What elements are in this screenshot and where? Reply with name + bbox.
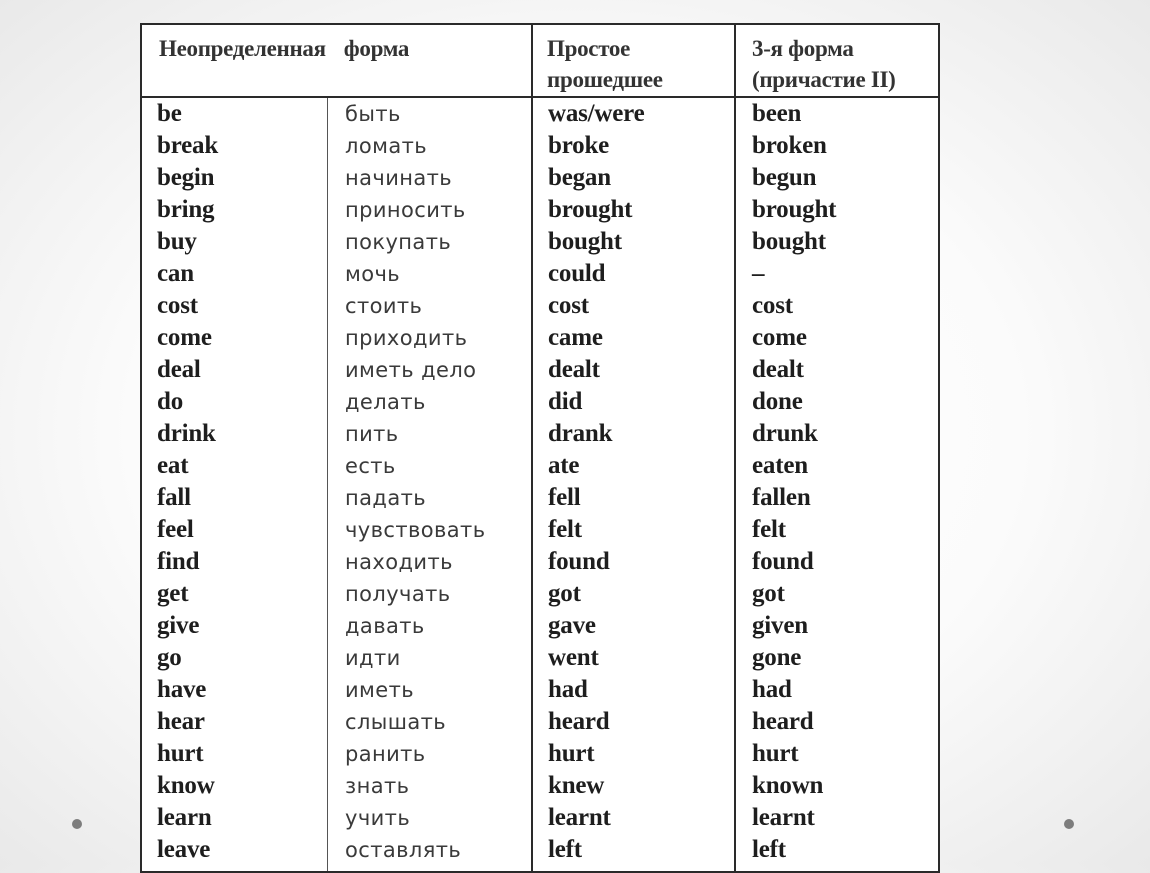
slide-bullet-dot-right [1064,819,1074,829]
verb-translation: иметь дело [345,358,477,382]
table-body [142,98,938,866]
verb-base-form: cost [157,292,198,319]
slide-bullet-dot-left [72,819,82,829]
verb-translation: быть [345,102,401,126]
verb-base-form: be [157,100,182,127]
verb-past-simple: felt [548,516,582,543]
verb-base-form: do [157,388,184,415]
verb-translation: падать [345,486,426,510]
verb-past-simple: cost [548,292,589,319]
verb-base-form: bring [157,196,215,223]
table-row [142,322,938,354]
table-row [142,706,938,738]
verb-past-simple: heard [548,708,610,735]
header-infinitive-word2: форма [343,36,410,61]
verb-past-participle: eaten [752,452,808,479]
verb-translation: иметь [345,678,415,702]
verb-translation: пить [345,422,399,446]
table-row [142,258,938,290]
verb-base-form: hear [157,708,205,735]
verb-translation: есть [345,454,396,478]
header-past-line1: Простое [547,36,630,61]
verb-past-participle: been [752,100,802,127]
table-row [142,770,938,802]
verb-base-form: get [157,580,189,607]
verb-past-simple: had [548,676,588,703]
verb-past-participle: hurt [752,740,799,767]
table-row [142,834,938,866]
table-row [142,802,938,834]
verb-base-form: come [157,324,212,351]
verb-past-simple: was/were [548,100,645,127]
table-row [142,482,938,514]
table-row [142,162,938,194]
verb-past-participle: – [752,260,765,287]
table-row [142,610,938,642]
verb-base-form: break [157,132,219,159]
verb-base-form: eat [157,452,189,479]
verb-past-participle: given [752,612,808,639]
verb-past-simple: came [548,324,603,351]
verb-past-participle: brought [752,196,837,223]
header-participle-line1: 3-я форма [752,36,854,61]
table-row [142,642,938,674]
verb-translation: делать [345,390,426,414]
table-row [142,450,938,482]
verb-translation: учить [345,806,411,830]
verb-past-participle: broken [752,132,827,159]
irregular-verbs-table [140,23,940,873]
verb-past-participle: bought [752,228,826,255]
verb-base-form: leave [157,836,211,863]
verb-past-simple: drank [548,420,613,447]
verb-past-simple: bought [548,228,622,255]
verb-base-form: give [157,612,200,639]
verb-past-participle: gone [752,644,802,671]
verb-past-participle: known [752,772,824,799]
verb-past-simple: found [548,548,610,575]
table-row [142,130,938,162]
verb-past-simple: gave [548,612,596,639]
verb-base-form: buy [157,228,197,255]
verb-past-simple: did [548,388,583,415]
verb-translation: идти [345,646,401,670]
table-row [142,738,938,770]
verb-past-participle: fallen [752,484,811,511]
verb-base-form: feel [157,516,194,543]
verb-past-participle: learnt [752,804,815,831]
table-row [142,226,938,258]
verb-translation: приходить [345,326,468,350]
header-participle [752,33,896,95]
verb-past-participle: got [752,580,785,607]
verb-past-simple: dealt [548,356,600,383]
verb-past-simple: knew [548,772,605,799]
verb-translation: находить [345,550,453,574]
verb-translation: начинать [345,166,453,190]
verb-past-participle: cost [752,292,793,319]
verb-past-simple: ate [548,452,580,479]
table-row [142,674,938,706]
verb-past-simple: left [548,836,582,863]
table-row [142,290,938,322]
verb-base-form: know [157,772,215,799]
verb-past-participle: drunk [752,420,818,447]
verb-base-form: drink [157,420,216,447]
verb-past-simple: broke [548,132,610,159]
verb-base-form: have [157,676,207,703]
verb-past-simple: could [548,260,606,287]
header-past-simple [547,33,663,95]
verb-base-form: fall [157,484,191,511]
verb-past-simple: hurt [548,740,595,767]
table-row [142,418,938,450]
verb-past-simple: got [548,580,581,607]
verb-translation: знать [345,774,410,798]
verb-translation: оставлять [345,838,462,862]
verb-base-form: hurt [157,740,204,767]
verb-base-form: learn [157,804,212,831]
verb-translation: ранить [345,742,426,766]
table-row [142,546,938,578]
verb-translation: покупать [345,230,452,254]
verb-base-form: find [157,548,200,575]
verb-past-participle: felt [752,516,786,543]
header-participle-line2: (причастие II) [752,67,896,92]
verb-translation: получать [345,582,451,606]
header-infinitive [159,33,409,64]
verb-past-participle: had [752,676,792,703]
verb-past-participle: come [752,324,807,351]
table-header [142,25,938,98]
verb-past-simple: fell [548,484,581,511]
header-infinitive-word1: Неопределенная [159,36,326,61]
verb-past-simple: went [548,644,599,671]
verb-past-simple: learnt [548,804,611,831]
verb-past-participle: heard [752,708,814,735]
table-row [142,194,938,226]
header-past-line2: прошедшее [547,67,663,92]
table-row [142,514,938,546]
verb-past-simple: brought [548,196,633,223]
verb-translation: ломать [345,134,427,158]
verb-base-form: begin [157,164,215,191]
verb-base-form: deal [157,356,201,383]
table-row [142,578,938,610]
verb-translation: слышать [345,710,447,734]
verb-past-participle: begun [752,164,817,191]
verb-translation: стоить [345,294,423,318]
verb-past-participle: found [752,548,814,575]
table-row [142,354,938,386]
verb-past-participle: dealt [752,356,804,383]
verb-translation: чувствовать [345,518,486,542]
verb-past-participle: left [752,836,786,863]
verb-translation: давать [345,614,425,638]
table-row [142,98,938,130]
verb-translation: приносить [345,198,466,222]
verb-translation: мочь [345,262,401,286]
table-row [142,386,938,418]
verb-base-form: can [157,260,194,287]
verb-past-participle: done [752,388,803,415]
verb-past-simple: began [548,164,611,191]
verb-base-form: go [157,644,182,671]
